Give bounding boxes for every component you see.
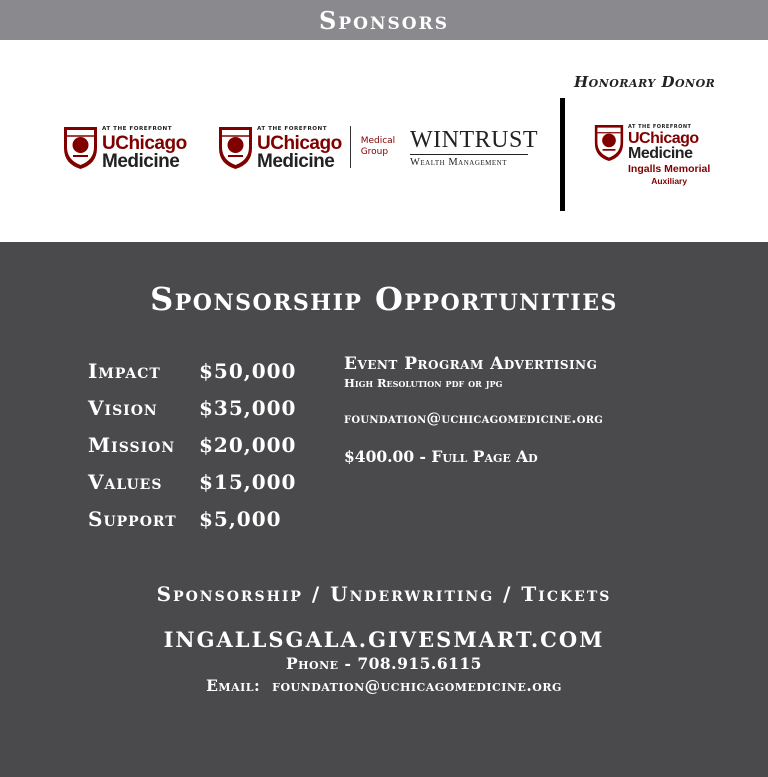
uchicago-medical-group-logo <box>218 126 395 171</box>
website-link[interactable]: INGALLSGALA.GIVESMART.COM <box>163 627 605 652</box>
shield-icon <box>218 126 253 170</box>
wintrust-logo <box>410 128 538 168</box>
opportunities-title: Sponsorship Opportunities <box>150 280 618 318</box>
phone-label: Phone <box>286 654 339 673</box>
logo-tagline: AT THE FOREFRONT <box>102 126 173 132</box>
table-row <box>88 352 296 389</box>
logo-brand-medicine: Medicine <box>628 145 693 162</box>
header-bar <box>0 0 768 40</box>
logo-tagline: AT THE FOREFRONT <box>257 126 328 132</box>
advertising-email: foundation@uchicagomedicine.org <box>344 410 604 427</box>
logo-brand-medicine: Medicine <box>257 150 335 172</box>
footer-title: Sponsorship / Underwriting / Tickets <box>156 582 612 606</box>
level-name: Impact <box>88 358 161 383</box>
table-row <box>88 389 296 426</box>
logo-brand-uchicago: UChicago <box>102 132 187 154</box>
table-row <box>88 426 296 463</box>
honorary-donor-label: Honorary Donor <box>574 73 716 91</box>
advertising-price: $400.00 - Full Page Ad <box>344 447 538 466</box>
phone-number[interactable]: 708.915.6115 <box>357 654 482 673</box>
advertising-title: Event Program Advertising <box>344 354 598 374</box>
level-amount: $50,000 <box>199 358 297 383</box>
logo-brand-uchicago: UChicago <box>257 132 342 154</box>
medical-group-label <box>361 136 395 159</box>
logo-sub-ingalls: Ingalls Memorial <box>628 163 711 175</box>
wintrust-name: WINTRUST <box>410 127 538 153</box>
logo-divider <box>350 126 351 168</box>
wintrust-subtitle: Wealth Management <box>410 157 507 168</box>
level-name: Vision <box>88 395 158 420</box>
level-name: Support <box>88 506 177 531</box>
logo-tagline: AT THE FOREFRONT <box>628 124 692 130</box>
level-amount: $15,000 <box>199 469 297 494</box>
honorary-divider <box>560 98 565 211</box>
level-amount: $5,000 <box>199 506 282 531</box>
email-label: Email: <box>206 676 261 695</box>
phone-separator: - <box>344 654 358 673</box>
level-name: Values <box>88 469 163 494</box>
phone-line <box>0 654 768 673</box>
wintrust-rule <box>410 154 528 155</box>
level-amount: $20,000 <box>199 432 297 457</box>
logo-sub-auxiliary: Auxiliary <box>651 175 688 186</box>
sponsor-band <box>0 40 768 242</box>
logo-brand-medicine: Medicine <box>102 150 180 172</box>
sponsorship-levels-table <box>88 352 296 537</box>
shield-icon <box>594 124 624 162</box>
logo-brand-uchicago: UChicago <box>628 130 699 147</box>
level-name: Mission <box>88 432 176 457</box>
uchicago-ingalls-auxiliary-logo <box>594 124 710 185</box>
advertising-block <box>344 354 603 466</box>
table-row <box>88 463 296 500</box>
email-address[interactable]: foundation@uchicagomedicine.org <box>272 676 562 695</box>
advertising-spec: High Resolution pdf or jpg <box>344 376 503 390</box>
email-line <box>0 676 768 695</box>
uchicago-medicine-logo <box>63 126 187 171</box>
table-row <box>88 500 296 537</box>
shield-icon <box>63 126 98 170</box>
header-title: Sponsors <box>319 5 449 35</box>
group-label-line1: Medical <box>360 136 396 146</box>
level-amount: $35,000 <box>199 395 297 420</box>
group-label-line2: Group <box>360 147 389 158</box>
